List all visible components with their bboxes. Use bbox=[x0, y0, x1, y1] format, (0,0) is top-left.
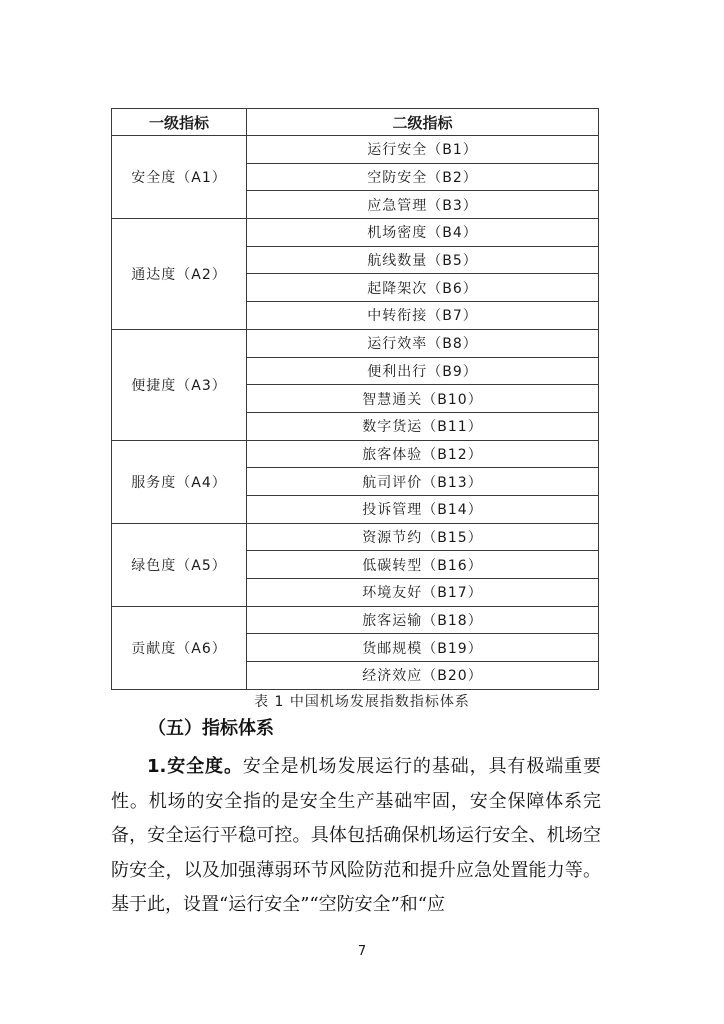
paragraph-text: 安全是机场发展运行的基础，具有极端重要性。机场的安全指的是安全生产基础牢固，安全保障体系完备，安全运行平稳可控。具体包括确保机场运行安全、机场空防安全，以及加强薄弱环节风险防范和提升应急处置能力等。基于此，设置“运行安全”“空防安全”和“应 bbox=[111, 756, 601, 915]
secondary-indicator-cell: 资源节约（B15） bbox=[247, 523, 599, 551]
page-number: 7 bbox=[357, 944, 367, 959]
secondary-indicator-cell: 便利出行（B9） bbox=[247, 357, 599, 385]
primary-indicator-cell: 安全度（A1） bbox=[112, 136, 247, 219]
secondary-indicator-cell: 投诉管理（B14） bbox=[247, 495, 599, 523]
secondary-indicator-cell: 中转衔接（B7） bbox=[247, 302, 599, 330]
secondary-indicator-cell: 应急管理（B3） bbox=[247, 191, 599, 219]
table-row bbox=[112, 219, 599, 247]
secondary-indicator-cell: 低碳转型（B16） bbox=[247, 551, 599, 579]
section-heading: （五）指标体系 bbox=[148, 718, 274, 739]
header-secondary-indicator: 二级指标 bbox=[247, 109, 599, 136]
secondary-indicator-cell: 运行安全（B1） bbox=[247, 136, 599, 164]
paragraph-lead: 1.安全度。 bbox=[147, 756, 243, 777]
index-system-table bbox=[111, 108, 599, 690]
table-header-row bbox=[112, 109, 599, 136]
secondary-indicator-cell: 货邮规模（B19） bbox=[247, 634, 599, 662]
table-row bbox=[112, 523, 599, 551]
secondary-indicator-cell: 旅客运输（B18） bbox=[247, 606, 599, 634]
secondary-indicator-cell: 智慧通关（B10） bbox=[247, 385, 599, 413]
secondary-indicator-cell: 航线数量（B5） bbox=[247, 246, 599, 274]
secondary-indicator-cell: 航司评价（B13） bbox=[247, 468, 599, 496]
primary-indicator-cell: 服务度（A4） bbox=[112, 440, 247, 523]
secondary-indicator-cell: 起降架次（B6） bbox=[247, 274, 599, 302]
table-row bbox=[112, 606, 599, 634]
primary-indicator-cell: 便捷度（A3） bbox=[112, 329, 247, 440]
body-paragraph bbox=[111, 750, 601, 923]
secondary-indicator-cell: 环境友好（B17） bbox=[247, 579, 599, 607]
primary-indicator-cell: 绿色度（A5） bbox=[112, 523, 247, 606]
primary-indicator-cell: 通达度（A2） bbox=[112, 219, 247, 330]
secondary-indicator-cell: 机场密度（B4） bbox=[247, 219, 599, 247]
header-primary-indicator: 一级指标 bbox=[112, 109, 247, 136]
secondary-indicator-cell: 经济效应（B20） bbox=[247, 662, 599, 690]
secondary-indicator-cell: 旅客体验（B12） bbox=[247, 440, 599, 468]
table-body bbox=[112, 136, 599, 690]
secondary-indicator-cell: 运行效率（B8） bbox=[247, 329, 599, 357]
secondary-indicator-cell: 空防安全（B2） bbox=[247, 163, 599, 191]
primary-indicator-cell: 贡献度（A6） bbox=[112, 606, 247, 689]
table-caption: 表 1 中国机场发展指数指标体系 bbox=[254, 694, 470, 710]
table-row bbox=[112, 440, 599, 468]
secondary-indicator-cell: 数字货运（B11） bbox=[247, 412, 599, 440]
table-row bbox=[112, 136, 599, 164]
table-row bbox=[112, 329, 599, 357]
